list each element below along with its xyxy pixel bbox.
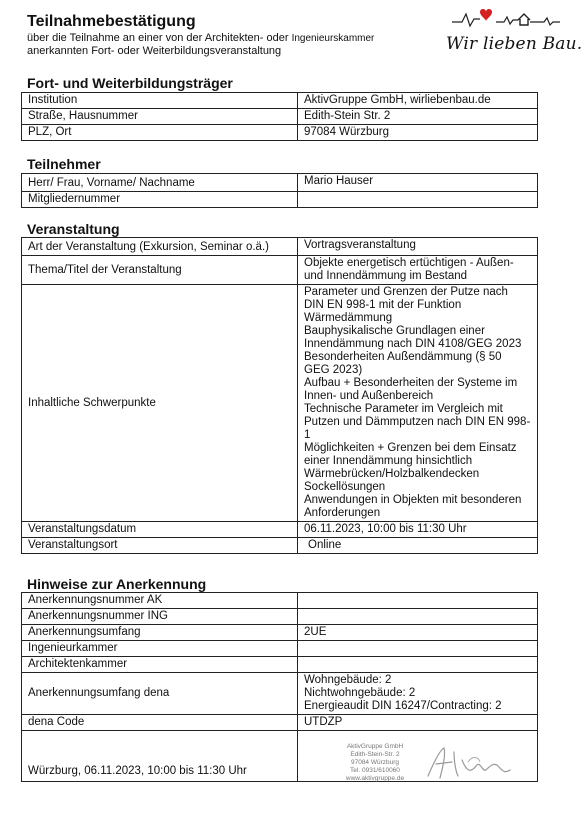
recognition-section-title: Hinweise zur Anerkennung bbox=[27, 576, 207, 592]
event-focus-label: Inhaltliche Schwerpunkte bbox=[22, 285, 298, 522]
event-theme-line: Objekte energetisch ertüchtigen - Außen- bbox=[304, 257, 514, 269]
provider-section-title: Fort- und Weiterbildungsträger bbox=[27, 75, 233, 91]
stamp-line: Edith-Stein-Str. 2 bbox=[350, 751, 400, 758]
architect-chamber-label: Architektenkammer bbox=[22, 657, 298, 673]
handwritten-signature-icon bbox=[424, 742, 514, 784]
dena-scope-line: Energieaudit DIN 16247/Contracting: 2 bbox=[304, 700, 502, 712]
event-place-label: Veranstaltungsort bbox=[22, 538, 298, 554]
ing-number-label: Anerkennungsnummer ING bbox=[22, 609, 298, 625]
participant-section-title: Teilnehmer bbox=[27, 156, 101, 172]
member-number-value bbox=[298, 192, 538, 208]
subtitle-part2: Ingenieurskammer bbox=[291, 33, 375, 44]
table-row bbox=[22, 93, 538, 109]
table-row bbox=[22, 174, 538, 192]
focus-line: Innen- und Außenbereich bbox=[304, 390, 434, 402]
event-type-label: Art der Veranstaltung (Exkursion, Seminar o.ä.) bbox=[22, 238, 298, 256]
event-date-label: Veranstaltungsdatum bbox=[22, 522, 298, 538]
focus-line: Besonderheiten Außendämmung (§ 50 bbox=[304, 351, 502, 363]
page-title: Teilnahmebestätigung bbox=[27, 13, 196, 30]
event-date-value: 06.11.2023, 10:00 bis 11:30 Uhr bbox=[298, 522, 538, 538]
scope-label: Anerkennungsumfang bbox=[22, 625, 298, 641]
stamp-line: Tel. 0931/610060 bbox=[350, 767, 400, 774]
table-row bbox=[22, 256, 538, 285]
postal-city-label: PLZ, Ort bbox=[22, 125, 298, 141]
focus-line: Aufbau + Besonderheiten der Systeme im bbox=[304, 377, 518, 389]
participant-name-value: Mario Hauser bbox=[298, 174, 538, 192]
dena-code-value: UTDZP bbox=[298, 715, 538, 731]
focus-line: Wärmedämmung bbox=[304, 312, 393, 324]
focus-line: Sockellösungen bbox=[304, 481, 386, 493]
table-row bbox=[22, 538, 538, 554]
table-row bbox=[22, 285, 538, 522]
event-place-value: Online bbox=[298, 538, 538, 554]
subtitle-part1: über die Teilnahme an einer von der Architekten- oder bbox=[27, 32, 289, 44]
event-type-value: Vortragsveranstaltung bbox=[298, 238, 538, 256]
brand-logo bbox=[444, 8, 583, 56]
focus-line: Möglichkeiten + Grenzen bei dem Einsatz bbox=[304, 442, 517, 454]
page-subtitle bbox=[27, 32, 447, 58]
event-focus-value bbox=[298, 285, 538, 522]
dena-scope-line: Wohngebäude: 2 bbox=[304, 674, 392, 686]
scope-value: 2UE bbox=[298, 625, 538, 641]
table-row bbox=[22, 673, 538, 715]
participant-table bbox=[21, 173, 538, 208]
focus-line: GEG 2023) bbox=[304, 364, 363, 376]
focus-line: Anwendungen in Objekten mit besonderen bbox=[304, 494, 522, 506]
postal-city-value: 97084 Würzburg bbox=[298, 125, 538, 141]
ak-number-label: Anerkennungsnummer AK bbox=[22, 593, 298, 609]
event-table bbox=[21, 237, 538, 554]
focus-line: Innendämmung nach DIN 4108/GEG 2023 bbox=[304, 338, 522, 350]
ing-number-value bbox=[298, 609, 538, 625]
focus-line: Technische Parameter im Vergleich mit bbox=[304, 403, 503, 415]
table-row bbox=[22, 125, 538, 141]
logo-text: Wir lieben Bau. bbox=[446, 34, 583, 54]
company-stamp bbox=[339, 743, 411, 783]
event-section-title: Veranstaltung bbox=[27, 221, 120, 237]
subtitle-line2: anerkannten Fort- oder Weiterbildungsveranstaltung bbox=[27, 45, 282, 57]
dena-scope-value bbox=[298, 673, 538, 715]
table-row bbox=[22, 109, 538, 125]
focus-line: einer Innendämmung hinsichtlich bbox=[304, 455, 473, 467]
focus-line: DIN EN 998-1 mit der Funktion bbox=[304, 299, 462, 311]
table-row bbox=[22, 238, 538, 256]
stamp-line: 97084 Würzburg bbox=[350, 759, 400, 766]
focus-line: Anforderungen bbox=[304, 507, 381, 519]
provider-table bbox=[21, 92, 538, 141]
dena-scope-line: Nichtwohngebäude: 2 bbox=[304, 687, 416, 699]
street-value: Edith-Stein Str. 2 bbox=[298, 109, 538, 125]
event-theme-value bbox=[298, 256, 538, 285]
table-row bbox=[22, 522, 538, 538]
stamp-line: AktivGruppe GmbH bbox=[346, 743, 404, 750]
table-row bbox=[22, 625, 538, 641]
table-row bbox=[22, 657, 538, 673]
stamp-line: www.aktivgruppe.de bbox=[345, 775, 405, 782]
place-date: Würzburg, 06.11.2023, 10:00 bis 11:30 Uhr bbox=[22, 731, 298, 782]
focus-line: 1 bbox=[304, 429, 311, 441]
table-row bbox=[22, 192, 538, 208]
ak-number-value bbox=[298, 593, 538, 609]
table-row bbox=[22, 715, 538, 731]
architect-chamber-value bbox=[298, 657, 538, 673]
institution-value: AktivGruppe GmbH, wirliebenbau.de bbox=[298, 93, 538, 109]
table-row bbox=[22, 641, 538, 657]
event-theme-line: und Innendämmung im Bestand bbox=[304, 270, 468, 282]
dena-code-label: dena Code bbox=[22, 715, 298, 731]
institution-label: Institution bbox=[22, 93, 298, 109]
focus-line: Wärmebrücken/Holzbalkendecken bbox=[304, 468, 480, 480]
member-number-label: Mitgliedernummer bbox=[22, 192, 298, 208]
heart-house-pulse-icon bbox=[452, 8, 562, 30]
participant-name-label: Herr/ Frau, Vorname/ Nachname bbox=[22, 174, 298, 192]
engineer-chamber-value bbox=[298, 641, 538, 657]
street-label: Straße, Hausnummer bbox=[22, 109, 298, 125]
event-theme-label: Thema/Titel der Veranstaltung bbox=[22, 256, 298, 285]
focus-line: Parameter und Grenzen der Putze nach bbox=[304, 286, 508, 298]
table-row bbox=[22, 609, 538, 625]
focus-line: Putzen und Dämmputzen nach DIN EN 998- bbox=[304, 416, 531, 428]
table-row bbox=[22, 593, 538, 609]
dena-scope-label: Anerkennungsumfang dena bbox=[22, 673, 298, 715]
engineer-chamber-label: Ingenieurkammer bbox=[22, 641, 298, 657]
focus-line: Bauphysikalische Grundlagen einer bbox=[304, 325, 485, 337]
